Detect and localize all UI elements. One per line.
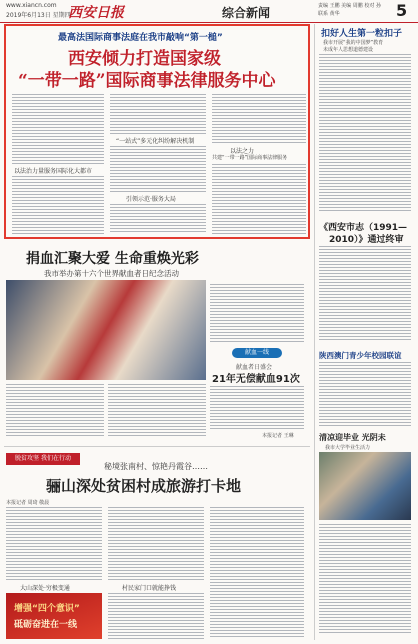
village-ad-line-1: 增强“四个意识” (14, 604, 80, 614)
village-ad-line-2: 砥砺奋进在一线 (14, 620, 78, 630)
right-story-4-sub: 我市大学毕业生活力 (325, 445, 371, 451)
blood-headline: 捐血汇聚大爱 生命重焕光彩 (26, 251, 199, 267)
blood-body-right (210, 386, 304, 430)
right-column (314, 24, 415, 640)
right-story-1-sub1: 我市开展“我的中国梦”教育 (323, 40, 384, 46)
newspaper-logo: 西安日报 (68, 5, 124, 21)
masthead (0, 0, 418, 23)
village-kicker: 秘境张南村、惊艳丹霞谷…… (104, 462, 208, 471)
right-story-2-body (319, 246, 411, 342)
right-story-1-body (319, 54, 411, 212)
village-tag (6, 453, 80, 465)
village-col-2 (108, 507, 204, 581)
editor-line-2: 联系 黄华 (318, 11, 340, 17)
right-story-4-body (319, 524, 411, 634)
blood-big-line: 21年无偿献血91次 (212, 374, 300, 385)
right-story-1-sub2: 未成年人思想道德建设 (323, 47, 374, 53)
right-story-2-title-2: 2010）》通过终审 (329, 235, 404, 245)
right-story-4-photo (319, 452, 411, 520)
blood-body-mid (108, 384, 206, 436)
lead-col-2b (110, 146, 206, 192)
village-col-3 (210, 507, 304, 639)
blood-body-left (6, 384, 104, 436)
lead-sub-2: “一站式”多元化纠纷解决机制 (116, 138, 195, 145)
lead-col-3 (212, 94, 306, 144)
lead-col-2 (110, 94, 206, 134)
village-ad-banner (6, 593, 102, 639)
blood-subhead: 我市举办第十六个世界献血者日纪念活动 (44, 269, 179, 278)
lead-kicker: 最高法国际商事法庭在我市敲响“第一槌” (58, 33, 223, 43)
blood-byline: 本报记者 王琳 (262, 433, 294, 439)
lead-col-2c (110, 204, 206, 234)
section-title: 综合新闻 (222, 6, 271, 20)
village-col-2b (108, 593, 204, 639)
lead-story-box (4, 24, 310, 239)
blood-story (4, 244, 310, 440)
lead-sub-3: 引领示范·服务大局 (126, 196, 176, 203)
village-story (4, 446, 310, 643)
right-story-1-title: 扣好人生第一粒扣子 (321, 29, 403, 39)
lead-headline-1: 西安倾力打造国家级 (68, 49, 221, 69)
lead-sub-1: 以法治力量服务国际化大都市 (14, 168, 93, 175)
page-number: 5 (396, 1, 408, 20)
village-headline: 骊山深处贫困村成旅游打卡地 (46, 477, 242, 495)
village-sub-2: 村民家门口就能挣钱 (122, 585, 177, 592)
blood-sub-title: 献血者日盛会 (236, 364, 273, 371)
lead-col-3b (212, 164, 306, 234)
village-col-1 (6, 507, 102, 581)
right-story-2-title-1: 《西安市志（1991— (319, 223, 408, 233)
blood-photo-caption (210, 284, 304, 344)
lead-col-1 (12, 94, 104, 164)
right-story-4-title: 清凉迎毕业 光阴未 (319, 433, 386, 442)
village-tag-label: 脱贫攻坚 我们在行动 (15, 455, 71, 462)
village-byline: 本报记者 周琦 敬晨 (6, 500, 50, 506)
blood-photo (6, 280, 206, 380)
right-story-3-body (319, 362, 411, 426)
blood-badge-label: 献血一线 (244, 349, 269, 356)
issue-date: 2019年6月13日 星期四 (6, 12, 71, 19)
right-story-3-title: 陕西澳门青少年校园联谊 (319, 351, 402, 360)
lead-headline-2: “一带一路”国际商事法律服务中心 (18, 71, 276, 91)
editor-line-1: 责编 王鹏 美编 周鹏 校对 孙 (318, 3, 381, 9)
blood-badge (232, 348, 282, 358)
lead-col-1b (12, 176, 104, 234)
lead-sub-4: 以法之力 (230, 148, 255, 155)
village-sub-1: 大山深处·穷极变通 (20, 585, 70, 592)
site-url: www.xiancn.com (6, 2, 57, 9)
lead-sub-5: 共建“一带一路”国际商事法律服务 (212, 155, 288, 161)
